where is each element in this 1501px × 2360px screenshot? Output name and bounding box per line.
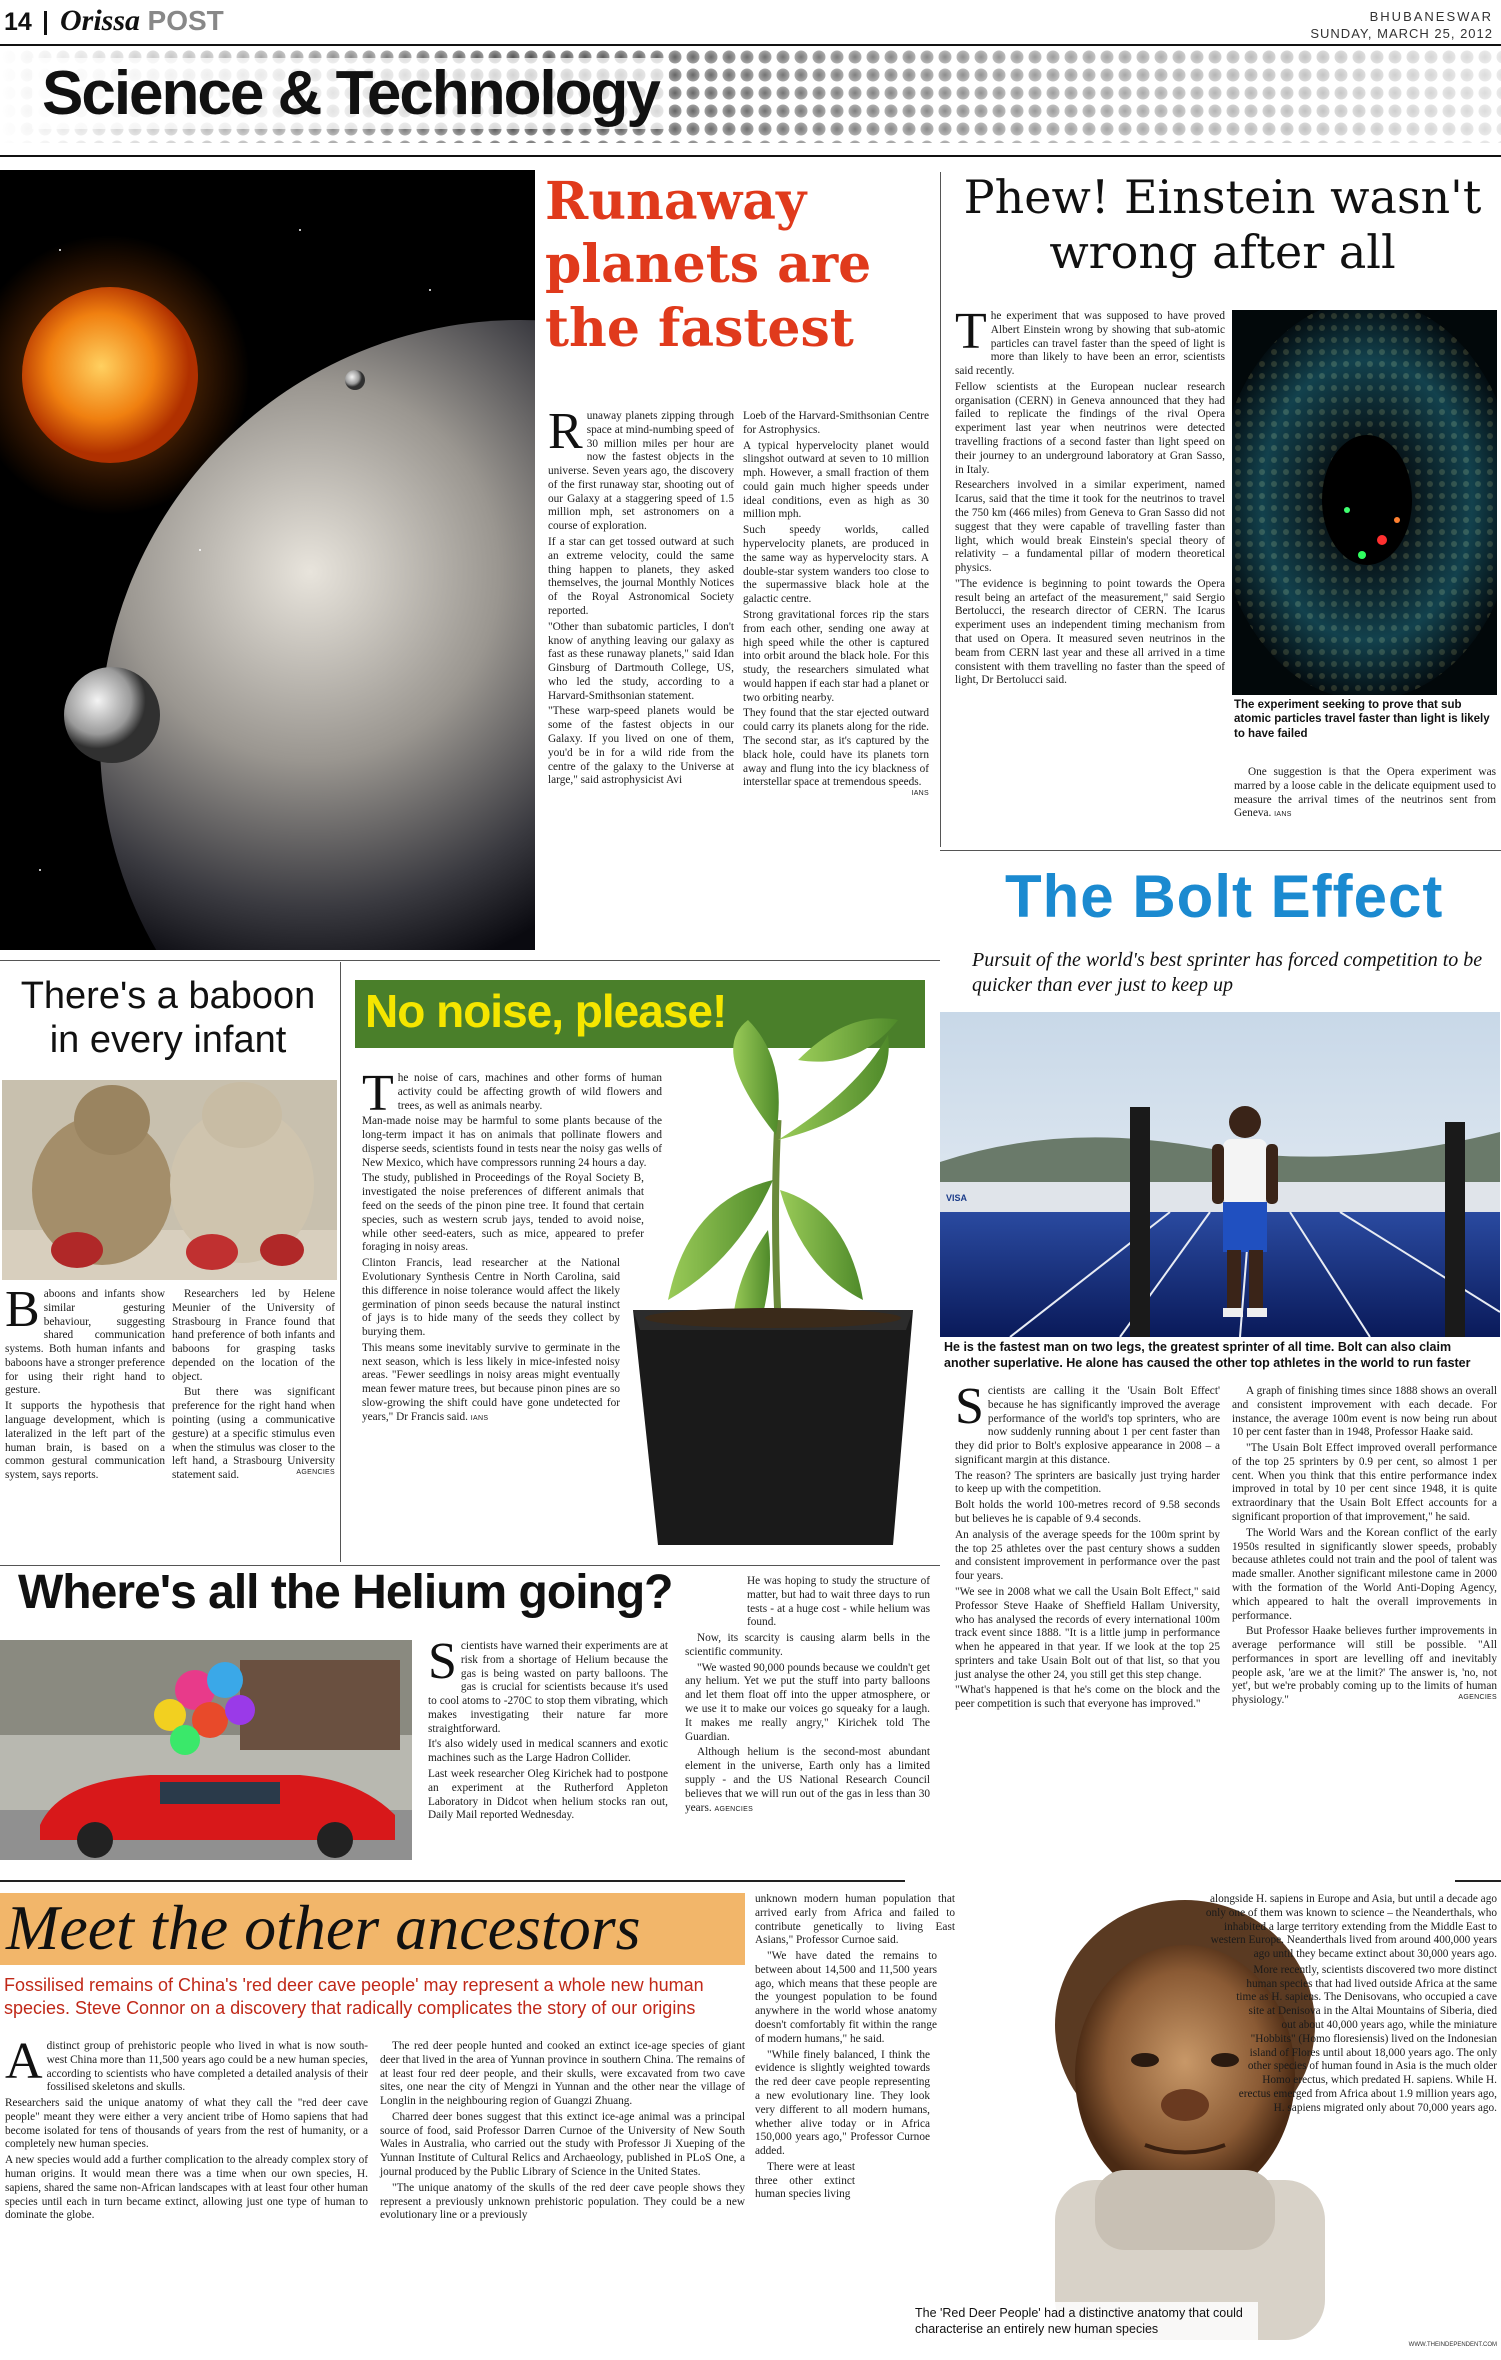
ancestors-col3: unknown modern human population that arrived early from Africa and failed to contribute genetically to living East Asians," Professor Curnoe said. "We have dated the remains to between about 14,500 and 11,500 years ago, which means that these people are the youngest population to be found anywhere in the world whose anatomy doesn't comfortably fit within the range of modern humans," he said. "While finely balanced, I think the evidence is slightly weighted towards the red deer cave people representing a new evolutionary line. They look very different to all modern humans, whether alive today or in Africa 150,000 years ago," Professor Curnoe added. There were at least three other extinct human species living — [755, 1893, 955, 2201]
planets-image — [0, 170, 535, 950]
bolt-headline: The Bolt Effect — [1005, 863, 1444, 930]
bolt-track-banner: VISA — [946, 1193, 968, 1203]
helium-col2: He was hoping to study the structure of matter, but had to wait three days to run tests - at a huge cost - while helium was found. Now, its scarcity is causing alarm bells in the scientific community. "We wasted 90,000 pounds because we couldn't get any helium. Yet we put the stuff into party balloons and let them float off into the upper atmosphere, or we use it to make our voices go squeaky for a laugh. It makes me really angry," Kirichek told The Guardian. Although helium is the second-most abundant element in the universe, Earth only has a limited supply - and the US National Research Council believes that we will run out of the gas in less than 30 years. AGENCIES — [685, 1575, 930, 1814]
einstein-tail: One suggestion is that the Opera experiment was marred by a loose cable in the delicate equipment used to measure the arrival times of the neutrinos sent from Geneva. IANS — [1234, 766, 1496, 820]
baboon-headline: There's a baboon in every infant — [20, 975, 316, 1061]
einstein-caption: The experiment seeking to prove that sub atomic particles travel faster than light is likely to have failed — [1234, 699, 1490, 740]
baboon-col2: Researchers led by Helene Meunier of the University of Strasbourg in France found that hand preference of both infants and baboons for grasping tasks depended on the location of the object. But there was significant preference for the right hand when pointing (using a communicative gesture) at a specific stimulus even when the stimulus was closer to the left hand, a Strasbourg University statement said. AGENCIES — [172, 1288, 335, 1482]
ancestors-credit: WWW.THEINDEPENDENT.COM — [1408, 2342, 1497, 2348]
date-line: SUNDAY, MARCH 25, 2012 — [1310, 26, 1493, 41]
masthead — [0, 0, 1501, 145]
plant-pot-image — [628, 1000, 928, 1555]
ancestors-col2: The red deer people hunted and cooked an extinct ice-age species of giant deer that lived in the area of Yunnan province in southern China. The remains of at least four red deer people, and their skulls, were excavated from two cave sites, one near the city of Mengzi in Yunnan and the other near the village of Longlin in the neighbouring region of Guangzi Zhuang. Charred deer bones suggest that this extinct ice-age animal was a principal source of food, said Professor Darren Curnoe of the University of New South Wales in Australia, who carried out the study with Professor Ji Xueping of the Yunnan Institute of Cultural Relics and Archaeology, published in PLoS One, a journal produced by the Public Library of Science in the United States. "The unique anatomy of the skulls of the red deer cave people shows they represent a previously unknown prehistoric population. They could be a new evolutionary line or a previously — [380, 2040, 745, 2222]
helium-headline: Where's all the Helium going? — [18, 1566, 673, 1619]
masthead-bottom-rule — [0, 155, 1501, 157]
ancestors-col1: Adistinct group of prehistoric people who lived in what is now south-west China more than 11,500 years ago could be a new human species, according to scientists who have completed a detailed analysis of their fossilised skeletons and skulls. Researchers said the unique anatomy of what they call the "red deer cave people" meant they were either a very ancient tribe of Homo sapiens that had become isolated for tens of thousands of years from the rest of humanity, or a completely new human species. A new species would add a further complication to the already complex story of human origins. It would mean there was a time when our own species, H. sapiens, shared the same non-African landscapes with at least four other human species until each in turn became extinct, allowing just one type of human to dominate the globe. — [5, 2033, 368, 2222]
baboon-agency: AGENCIES — [296, 1469, 335, 1477]
balloons-image — [0, 1640, 412, 1860]
ancestors-caption: The 'Red Deer People' had a distinctive anatomy that could characterise an entirely new human species — [915, 2306, 1243, 2336]
bolt-caption: He is the fastest man on two legs, the greatest sprinter of all time. Bolt can also claim another superlative. He alone has caused the other top athletes in the world to run faster — [944, 1340, 1471, 1370]
bolt-agency: AGENCIES — [1458, 1694, 1497, 1702]
ancestors-headline: Meet the other ancestors — [6, 1892, 641, 1963]
city-line: BHUBANESWAR — [1369, 9, 1493, 24]
runaway-headline: Runaway planets are the fastest — [545, 171, 872, 359]
bolt-image — [940, 1012, 1500, 1337]
page-number: 14 — [4, 8, 32, 36]
bolt-col1: Scientists are calling it the 'Usain Bolt Effect' because he has significantly improved the average performance of the world's top sprinters, who are now suddenly running about 1 per cent faster than they did prior to Bolt's explosive appearance in 2008 – a significant margin at this distance. The reason? The sprinters are basically just trying harder to keep up with the competition. Bolt holds the world 100-metres record of 9.58 seconds but believes he is capable of 9.4 seconds. An analysis of the average speeds for the 100m sprint by the top 25 athletes over the past century shows a sudden and consistent improvement in performance over the past four years. "We see in 2008 what we call the Usain Bolt Effect," said Professor Steve Haake of Sheffield Hallam University, who has analysed the records of every international 100m track event since 1888. "It is a little jump in performance when he appeared in that year. If we look at the top 25 sprinters and take Usain Bolt out of that list, so that you just analyse the other 24, you still get this step change. "What's happened is that he's come on the block and the peer competition is such that everyone has improved." — [955, 1378, 1220, 1711]
divider — [0, 960, 940, 961]
einstein-agency: IANS — [1274, 811, 1292, 819]
runaway-col2: Loeb of the Harvard-Smithsonian Centre for Astrophysics. A typical hypervelocity planet would slingshot outward at seven to 10 million mph. However, a small fraction of them could gain much higher speeds under ideal conditions, even as high as 30 million mph. Such speedy worlds, called hypervelocity planets, are produced in the same way as hypervelocity stars. A double-star system wanders too close to the supermassive black hole at the galactic centre. Strong gravitational forces rip the stars from each other, sending one away at high speed while the other is captured into orbit around the black hole. For this study, the researchers simulated what would happen if each star had a planet or two orbiting nearby. They found that the star ejected outward could carry its planets along for the ride. The second star, as it's captured by the black hole, could have its planets torn away and flung into the icy blackness of interstellar space at tremendous speeds. IANS — [743, 410, 929, 798]
paper-name: Orissa POST — [60, 4, 224, 37]
divider — [940, 850, 1501, 851]
bolt-standfirst: Pursuit of the world's best sprinter has forced competition to be quicker than ever just to keep up — [972, 949, 1483, 996]
divider — [940, 172, 941, 847]
divider — [340, 962, 341, 1562]
section-title: Science & Technology — [32, 58, 669, 129]
noise-body: The noise of cars, machines and other forms of human activity could be affecting growth of wild flowers and trees, as well as animals nearby. Man-made noise may be harmful to some plants because of the long-term impact it has on animals that pollinate flowers and disperse seeds, scientists found in tests near the noisy gas wells of New Mexico, which have compressors running 24 hours a day. The study, published in Proceedings of the Royal Society B, investigated the noise preferences of different animals that feed on the seeds of the pinon pine tree. It found that certain species, such as western scrub jays, tended to avoid noise, while other seed-eaters, such as mice, appeared to prefer foraging in noisy areas. Clinton Francis, lead researcher at the National Evolutionary Synthesis Centre in North Carolina, said this difference in noise tolerance would affect the likely germination of pinon seeds because the natural instinct of jays is to hide many of the seeds they collect by burying them. This means some inevitably survive to germinate in the next season, which is less likely in mice-infested noisy areas. "Fewer seedlings in noisy areas might eventually mean fewer mature trees, but because pinon pines are so slow-growing the shift could have gone undetected for years," Dr Francis said. IANS — [362, 1065, 662, 1423]
masthead-divider — [44, 11, 47, 35]
runaway-agency: IANS — [911, 790, 929, 798]
einstein-headline: Phew! Einstein wasn't wrong after all — [963, 170, 1482, 280]
baboons-image — [2, 1080, 337, 1280]
ancestors-standfirst: Fossilised remains of China's 'red deer cave people' may represent a whole new human species. Steve Connor on a discovery that radically complicates the story of our origins — [4, 1975, 704, 2019]
helium-agency: AGENCIES — [714, 1805, 754, 1813]
noise-agency: IANS — [470, 1414, 489, 1422]
ancestors-col4: alongside H. sapiens in Europe and Asia, but until a decade ago only one of them was known to science – the Neanderthals, who inhabited a large territory extending from the Middle East to western Europe. Neanderthals lived from around 400,000 years ago until they became extinct about 30,000 years ago. More recently, scientists discovered two more distinct human species that had lived outside Africa at the same time as H. sapiens. The Denisovans, who occupied a cave site at Denisova in the Altai Mountains of Siberia, died out about 40,000 years ago, while the miniature "Hobbits" (Homo floresiensis) lived on the Indonesian island of Flores until about 18,000 years ago. The only other species of human found in Asia is the much older Homo erectus, which predated H. sapiens. While H. erectus emerged from Africa about 1.9 million years ago, H. sapiens migrated only about 70,000 years ago. — [1205, 1893, 1497, 2114]
helium-col1: Scientists have warned their experiments are at risk from a shortage of Helium because the gas is being wasted on party balloons. The gas is crucial for scientists because it's used to cool atoms to -270C to stop them vibrating, which makes investigating their nature far more straightforward. It's also widely used in medical scanners and exotic machines such as the Large Hadron Collider. Last week researcher Oleg Kirichek had to postpone an experiment at the Rutherford Appleton Laboratory in Didcot when helium stocks ran out, Daily Mail reported Wednesday. — [428, 1633, 668, 1822]
masthead-rule — [0, 44, 1501, 46]
neutrino-detector-image — [1232, 310, 1497, 695]
baboon-col1: Baboons and infants show similar gesturing behaviour, suggesting shared communication systems. Both human infants and baboons have a stronger preference for using their right hand to gesture. It supports the hypothesis that language development, which is lateralized in the left part of the human brain, is based on a common gestural communication system, says reports. — [5, 1281, 165, 1482]
bolt-col2: A graph of finishing times since 1888 shows an overall and consistent improvement with each decade. For instance, the average 100m event is now being run about 10 per cent faster than in 1948, Professor Haake said. "The Usain Bolt Effect improved overall performance of the top 25 sprinters by 0.9 per cent, so almost 1 per cent. When you think that this entire performance index improved in total by 10 per cent since 1948, it is quite extraordinary that the Usain Bolt Effect accounts for a significant proportion of that improvement," he said. The World Wars and the Korean conflict of the early 1950s resulted in significantly slower speeds, probably because athletes could not train and the pool of talent was made smaller. Another significant milestone came in 2000 with the formation of the World Anti-Doping Agency, which appeared to halt the overall improvements in performance. But Professor Haake believes further improvements in average performance will still be possible. "All performances in sport are levelling off and inevitably people ask, 'are we at the limit?' The answer is, 'no, not yet', but we're probably coming up to the limits of human physiology." AGENCIES — [1232, 1385, 1497, 1707]
runaway-col1: Runaway planets zipping through space at mind-numbing speed of 30 million miles per hour are now the fastest objects in the universe. Seven years ago, the discovery of the first runaway star, shooting out of our Galaxy at a staggering speed of 1.5 million mph, set astronomers on a course of exploration. If a star can get tossed outward at such an extreme velocity, could the same thing happen to planets, they asked themselves, the journal Monthly Notices of the Royal Astronomical Society reported. "Other than subatomic particles, I don't know of anything leaving our galaxy as fast as these runaway planets," said Idan Ginsburg of Dartmouth College, US, who led the study, according to a Harvard-Smithsonian statement. "These warp-speed planets would be some of the fastest objects in our Galaxy. If you lived on one of them, you'd be in for a wild ride from the centre of the galaxy to the Universe at large," said astrophysicist Avi — [548, 403, 734, 787]
einstein-body: The experiment that was supposed to have proved Albert Einstein wrong by showing that sub-atomic particles can travel faster than the speed of light is more than likely to have been an error, scientists said recently. Fellow scientists at the European nuclear research organisation (CERN) in Geneva announced that they had failed to replicate the findings of the rival Opera experiment last year when neutrinos were detected travelling fractions of a second faster than light speed on their journey to an underground laboratory at Gran Sasso, in Italy. Researchers involved in a similar experiment, named Icarus, said that the time it took for the neutrinos to travel the 750 km (466 miles) from Geneva to Gran Sasso did not suggest that they were capable of travelling faster than light, which would break Einstein's special theory of relativity – a fundamental pillar of modern theoretical physics. "The evidence is beginning to point towards the Opera result being an artefact of the measurement," said Sergio Bertolucci, the research director of CERN. The Icarus experiment uses an independent timing mechanism from that used on Opera. It measured seven neutrinos in the beam from CERN last year and these all arrived in a time consistent with them travelling no faster than the speed of light, Dr Bertolucci said. — [955, 303, 1225, 687]
noise-headline: No noise, please! — [365, 985, 727, 1037]
